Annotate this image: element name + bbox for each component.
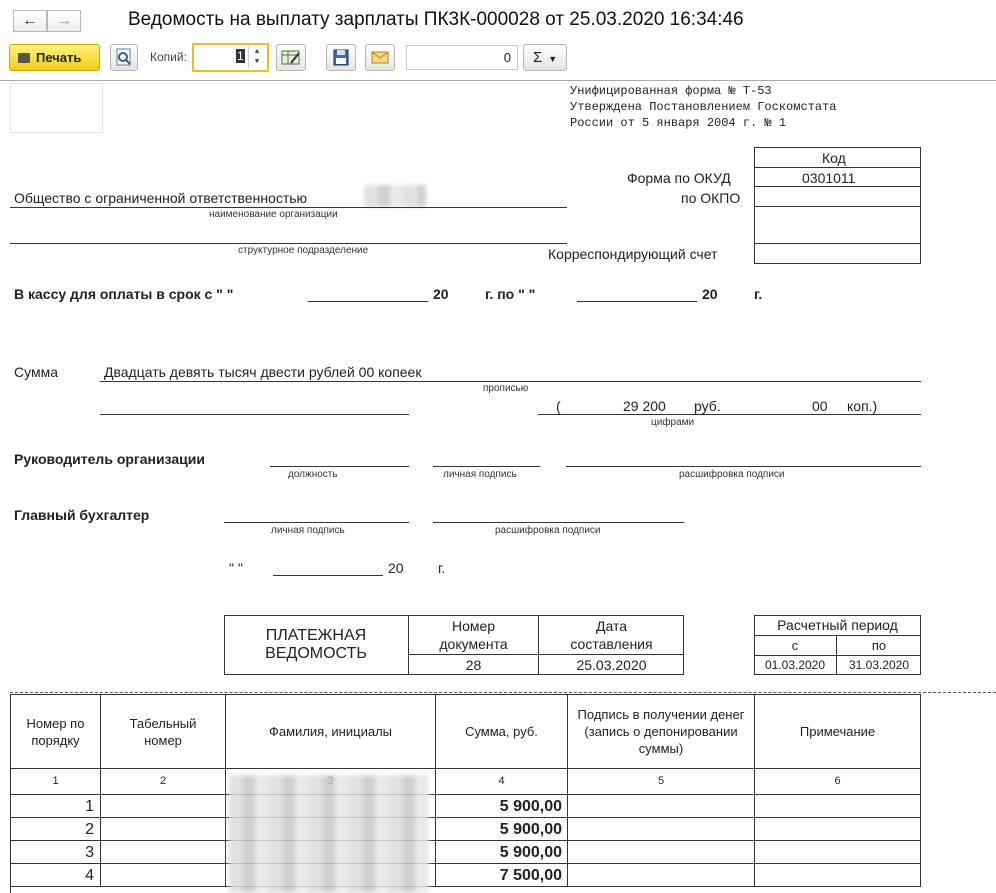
- back-button[interactable]: [13, 10, 47, 32]
- org-caption: наименование организации: [209, 209, 338, 220]
- position-caption: должность: [288, 469, 338, 480]
- row-2-sign: [568, 818, 755, 841]
- window-title: Ведомость на выплату зарплаты ПК3К-000028 от 25.03.2020 16:34:46: [128, 9, 744, 30]
- edit-table-icon: [277, 45, 305, 70]
- dept-caption: структурное подразделение: [238, 245, 369, 256]
- col-header-4: Сумма, руб.: [436, 695, 568, 769]
- period-to-label: по: [871, 638, 887, 653]
- payroll-table: [10, 694, 921, 893]
- personal-sign-caption: личная подпись: [443, 469, 517, 480]
- send-email-button[interactable]: [365, 44, 395, 71]
- col-header-6: Примечание: [755, 695, 921, 769]
- sum-rub-label: руб.: [694, 398, 721, 414]
- sum-dropdown-button[interactable]: [523, 44, 567, 71]
- row-2-number: 2: [11, 818, 101, 841]
- col-num-5: 5: [568, 769, 755, 795]
- sign-decode-caption: расшифровка подписи: [679, 469, 785, 480]
- document-area: [0, 80, 996, 893]
- edit-button[interactable]: [276, 44, 306, 71]
- date-year: 20: [388, 560, 404, 576]
- sigma-icon: Σ: [533, 49, 543, 66]
- row-4-tab: [101, 864, 226, 887]
- sum-words-caption: прописью: [483, 383, 529, 394]
- save-button[interactable]: [326, 44, 356, 71]
- cash-to-label: г. по " ": [485, 286, 536, 302]
- sum-field[interactable]: 0: [406, 45, 518, 70]
- period-to: 31.03.2020: [848, 658, 910, 672]
- copies-label: Копий:: [150, 50, 187, 64]
- period-from: 01.03.2020: [754, 656, 837, 675]
- row-3-note: [755, 841, 921, 864]
- col-num-4: 4: [436, 769, 568, 795]
- row-2-tab: [101, 818, 226, 841]
- arrow-left-icon: ←: [22, 12, 38, 29]
- row-4-note: [755, 864, 921, 887]
- row-1-sign: [568, 795, 755, 818]
- row-4-number: 4: [11, 864, 101, 887]
- unified-form: Унифицированная форма № Т-53: [570, 84, 772, 98]
- row-4-sign: [568, 864, 755, 887]
- col-num-6: 6: [755, 769, 921, 795]
- floppy-disk-icon: [327, 45, 355, 70]
- statement-title: ПЛАТЕЖНАЯ ВЕДОМОСТЬ: [224, 615, 409, 675]
- copies-spinner[interactable]: ▲ ▼: [248, 47, 265, 68]
- envelope-icon: [366, 45, 394, 70]
- copies-input[interactable]: [192, 43, 269, 72]
- sum-label: Сумма: [14, 364, 58, 380]
- row-1-tab: [101, 795, 226, 818]
- doc-date-value: 25.03.2020: [576, 657, 647, 673]
- row-3-sign: [568, 841, 755, 864]
- okpo-label: по ОКПО: [681, 190, 741, 206]
- doc-date-header: Дата составления: [539, 615, 684, 655]
- sum-words: Двадцать девять тысяч двести рублей 00 копеек: [104, 364, 422, 380]
- forward-button[interactable]: [47, 10, 81, 32]
- magnifier-icon: [111, 45, 137, 70]
- sum-kop-label: коп.): [847, 398, 878, 414]
- row-3-sum: 5 900,00: [436, 841, 568, 864]
- org-name-redacted: [364, 185, 426, 207]
- printer-icon: [18, 53, 30, 63]
- cash-g: г.: [754, 286, 763, 302]
- code-header: Код: [822, 150, 846, 166]
- cash-year-2: 20: [702, 286, 718, 302]
- corr-account-label: Корреспондирующий счет: [548, 246, 718, 262]
- row-2-sum: 5 900,00: [436, 818, 568, 841]
- row-2-note: [755, 818, 921, 841]
- doc-num-value: 28: [409, 655, 539, 675]
- row-1-sum: 5 900,00: [436, 795, 568, 818]
- names-redacted: [229, 775, 429, 893]
- page-break-line: [10, 692, 996, 693]
- approved-by: Утверждена Постановлением Госкомстата: [570, 100, 837, 114]
- chief-sign-caption: личная подпись: [271, 525, 345, 536]
- period-from-label: с: [754, 636, 837, 655]
- sum-kop-value: 00: [812, 398, 828, 414]
- chief-decode-caption: расшифровка подписи: [495, 525, 601, 536]
- date-quote: " ": [229, 560, 243, 576]
- approved-date: России от 5 января 2004 г. № 1: [570, 116, 787, 130]
- row-1-number: 1: [11, 795, 101, 818]
- period-header: Расчетный период: [754, 615, 921, 636]
- arrow-right-icon: →: [56, 12, 72, 29]
- head-label: Руководитель организации: [14, 451, 205, 467]
- col-header-3: Фамилия, инициалы: [226, 695, 436, 769]
- okud-value: 0301011: [802, 170, 856, 186]
- doc-num-header: Номер документа: [409, 615, 539, 655]
- chevron-down-icon: ▼: [548, 54, 558, 64]
- logo-placeholder: [10, 83, 103, 133]
- print-button[interactable]: Печать: [9, 44, 100, 71]
- col-num-1: 1: [11, 769, 101, 795]
- cash-year-1: 20: [433, 286, 449, 302]
- col-num-2: 2: [101, 769, 226, 795]
- col-header-5: Подпись в получении денег (запись о депонировании суммы): [568, 695, 755, 769]
- preview-button[interactable]: [110, 44, 138, 71]
- chief-acc-label: Главный бухгалтер: [14, 507, 150, 523]
- row-1-note: [755, 795, 921, 818]
- row-3-number: 3: [11, 841, 101, 864]
- col-header-2: Табельный номер: [101, 695, 226, 769]
- copies-value: 1: [237, 49, 244, 63]
- okud-label: Форма по ОКУД: [627, 170, 731, 186]
- sum-paren-open: (: [556, 398, 561, 414]
- sum-rub-value: 29 200: [623, 398, 666, 414]
- date-g: г.: [438, 560, 446, 576]
- row-3-tab: [101, 841, 226, 864]
- org-name: Общество с ограниченной ответственностью: [14, 190, 308, 206]
- sum-digits-caption: цифрами: [651, 417, 695, 428]
- cash-from-label: В кассу для оплаты в срок с " ": [14, 286, 234, 302]
- row-4-sum: 7 500,00: [436, 864, 568, 887]
- col-header-1: Номер по порядку: [11, 695, 101, 769]
